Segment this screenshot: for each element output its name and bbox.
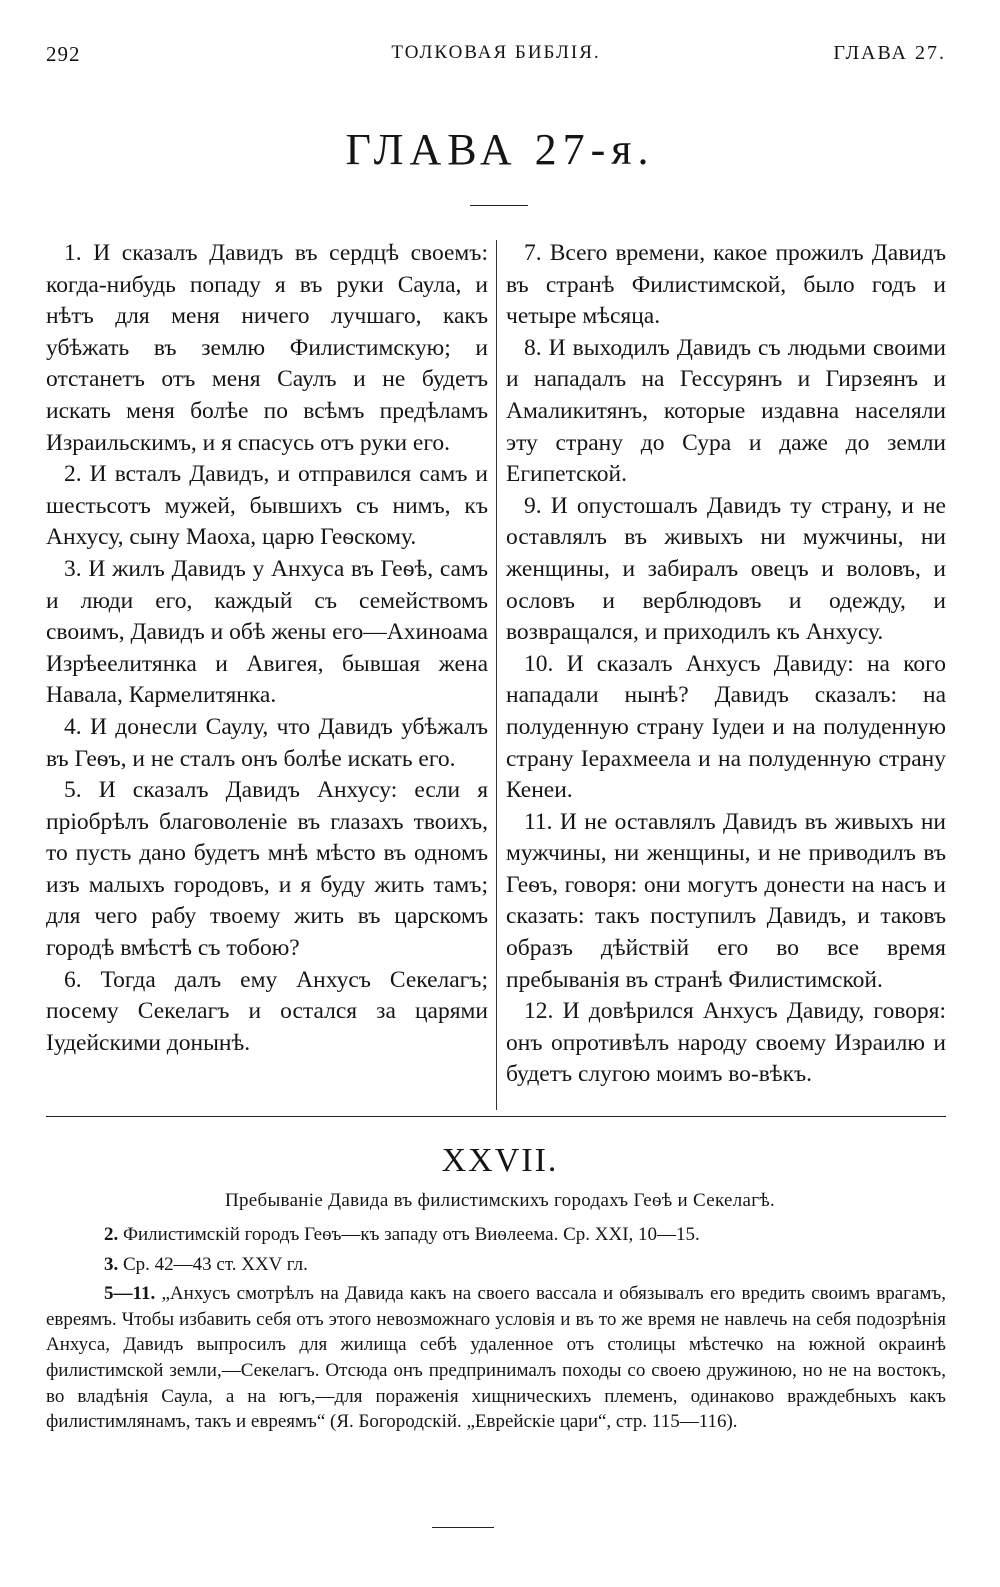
note-text: Ср. 42—43 ст. XXV гл. xyxy=(123,1253,308,1275)
title-divider xyxy=(470,205,528,206)
end-divider xyxy=(432,1527,494,1528)
verse-1: 1. И сказалъ Давидъ въ сердцѣ своемъ: когда-нибудь попаду я въ руки Саула, и нѣтъ для меня ничего лучшаго, какъ убѣжать въ землю Филистимскую; и отстанетъ отъ меня Саулъ и не будетъ искать меня болѣе по всѣмъ предѣламъ Израильскимъ, и я спасусь отъ руки его. xyxy=(46,240,488,456)
left-column xyxy=(46,238,488,1059)
verse-12: 12. И довѣрился Анхусъ Давиду, говоря: онъ опротивѣлъ народу своему Израилю и будетъ слугою моимъ во-вѣкъ. xyxy=(506,998,946,1088)
verse-8: 8. И выходилъ Давидъ съ людьми своими и нападалъ на Гессурянъ и Гирзеянъ и Амаликитянъ, которые издавна населяли эту страну до Сура и даже до земли Египетской. xyxy=(506,334,946,488)
commentary-note xyxy=(46,1222,946,1248)
running-header xyxy=(46,42,946,72)
verse-5: 5. И сказалъ Давидъ Анхусу: если я пріобрѣлъ благоволеніе въ глазахъ твоихъ, то пусть дано будетъ мнѣ мѣсто въ одномъ изъ малыхъ городовъ, и я буду жить тамъ; для чего рабу твоему жить въ царскомъ городѣ вмѣстѣ съ тобою? xyxy=(46,777,488,962)
commentary-divider xyxy=(46,1116,946,1117)
chapter-reference: ГЛАВА 27. xyxy=(833,42,946,64)
note-reference: 5—11. xyxy=(104,1283,156,1305)
verse-3: 3. И жилъ Давидъ у Анхуса въ Геѳѣ, самъ и люди его, каждый съ семействомъ своимъ, Давидъ и обѣ жены его—Ахиноама Изрѣеелитянка и Авигея, бывшая жена Навала, Кармелитянка. xyxy=(46,555,488,709)
commentary-note xyxy=(46,1281,946,1435)
note-text: „Анхусъ смотрѣлъ на Давида какъ на своего вассала и обязывалъ его вредить своимъ врагамъ, евреямъ. Чтобы избавить себя отъ этого невозможнаго условія и въ то же время не навлечь на себя подозрѣнія Анхуса, Давидъ выпросилъ для жилища себѣ удаленное отъ столицы мѣстечко на южной окраинѣ филистимской земли,—Секелагъ. Отсюда онъ предпринималъ походы со своею дружиною, но не на востокъ, во владѣнія Саула, а на югъ,—для пораженія хищническихъ племенъ, одинаково враждебныхъ какъ филистимлянамъ, такъ и евреямъ“ (Я. Богородскій. „Еврейскіе цари“, стр. 115—116). xyxy=(46,1283,947,1433)
chapter-title: ГЛАВА 27-я. xyxy=(345,125,655,174)
verse-2: 2. И всталъ Давидъ, и отправился самъ и шестьсотъ мужей, бывшихъ съ нимъ, къ Анхусу, сыну Маоха, царю Геѳскому. xyxy=(46,461,488,551)
right-column xyxy=(506,238,946,1091)
verse-9: 9. И опустошалъ Давидъ ту страну, и не оставлялъ въ живыхъ ни мужчины, ни женщины, и забиралъ овецъ и воловъ, и ословъ и верблюдовъ и одежду, и возвращался, и приходилъ къ Анхусу. xyxy=(506,492,946,646)
page-number: 292 xyxy=(46,42,81,66)
commentary-heading: XXVII. xyxy=(441,1142,559,1179)
verse-4: 4. И донесли Саулу, что Давидъ убѣжалъ въ Геѳъ, и не сталъ онъ болѣе искать его. xyxy=(46,713,488,772)
verse-7: 7. Всего времени, какое прожилъ Давидъ въ странѣ Филистимской, было годъ и четыре мѣсяца. xyxy=(506,240,946,330)
commentary-note xyxy=(46,1252,946,1278)
verse-11: 11. И не оставлялъ Давидъ въ живыхъ ни мужчины, ни женщины, и не приводилъ въ Геѳъ, говоря: они могутъ донести на насъ и сказать: такъ поступилъ Давидъ, и таковъ образъ дѣйствій его во все время пребыванія въ странѣ Филистимской. xyxy=(506,808,946,993)
note-reference: 2. xyxy=(104,1224,119,1245)
commentary-subtitle: Пребываніе Давида въ филистимскихъ городахъ Геѳѣ и Секелагѣ. xyxy=(224,1190,776,1211)
note-reference: 3. xyxy=(104,1253,119,1275)
book-title: ТОЛКОВАЯ БИБЛІЯ. xyxy=(391,42,601,63)
verse-10: 10. И сказалъ Анхусъ Давиду: на кого нападали нынѣ? Давидъ сказалъ: на полуденную страну Іудеи и на полуденную страну Іерахмеела и на полуденную страну Кенеи. xyxy=(506,650,946,804)
note-text: Филистимскій городъ Геѳъ—къ западу отъ Виѳлеема. Ср. XXI, 10—15. xyxy=(123,1224,700,1245)
commentary-body xyxy=(46,1222,946,1439)
column-divider xyxy=(496,240,497,1110)
verse-6: 6. Тогда далъ ему Анхусъ Секелагъ; посему Секелагъ и остался за царями Іудейскими донынѣ. xyxy=(46,966,488,1056)
